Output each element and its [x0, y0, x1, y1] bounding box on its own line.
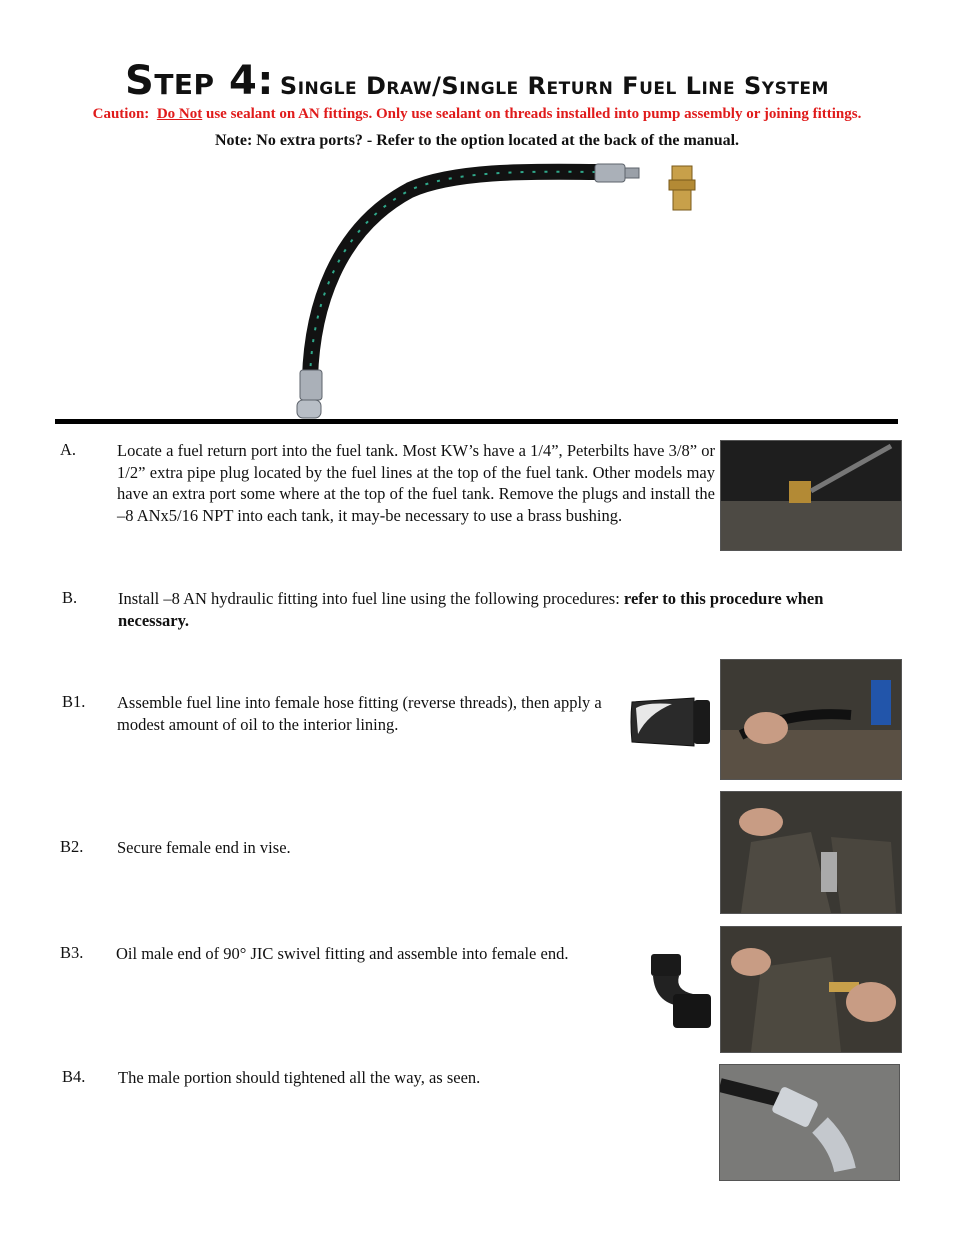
- title-step: Step 4:: [125, 58, 274, 104]
- photo-tightened-fitting: [719, 1064, 900, 1181]
- female-hose-fitting-icon: [628, 694, 714, 750]
- step-b2-text: Secure female end in vise.: [117, 838, 291, 857]
- photo-assemble-hose: [720, 659, 902, 780]
- page-title: [0, 58, 954, 104]
- hose-illustration: [290, 160, 730, 422]
- swivel-fitting-icon: [645, 950, 715, 1032]
- step-a-text: Locate a fuel return port into the fuel tank. Most KW’s have a 1/4”, Peterbilts have 3/8” or 1/2” extra pipe plug located by the fuel lines at the top of the fuel tank. Other models may have an extra port some where at the top of the fuel tank. Remove the plugs and install the –8 ANx5/16 NPT into each tank, it may-be necessary to use a brass bushing.: [117, 441, 715, 525]
- step-b1-letter: B1.: [62, 692, 86, 711]
- divider: [55, 419, 898, 424]
- photo-vise: [720, 791, 902, 914]
- step-b-letter: B.: [62, 588, 78, 607]
- caution-label: Caution:: [92, 106, 150, 122]
- step-b-body: [118, 588, 888, 631]
- caution-line: [0, 106, 954, 123]
- step-b1-text: Assemble fuel line into female hose fitting (reverse threads), then apply a modest amount of oil to the interior lining.: [117, 693, 602, 734]
- step-b2-letter: B2.: [60, 837, 84, 856]
- step-a-letter: A.: [60, 440, 77, 459]
- step-b-bold: refer to this procedure when necessary.: [118, 589, 824, 630]
- step-b-text: Install –8 AN hydraulic fitting into fuel line using the following procedures:: [118, 589, 624, 608]
- brass-fitting: [669, 166, 695, 210]
- caution-emphasis: Do Not: [156, 106, 203, 122]
- photo-swivel-assembly: [720, 926, 902, 1053]
- caution-text: use sealant on AN fittings. Only use sealant on threads installed into pump assembly or joining fittings.: [205, 106, 862, 122]
- photo-fuel-tank-port: [720, 440, 902, 551]
- note-line: Note: No extra ports? - Refer to the option located at the back of the manual.: [214, 132, 740, 149]
- step-b3-letter: B3.: [60, 943, 84, 962]
- step-b4-letter: B4.: [62, 1067, 86, 1086]
- title-subtitle: Single Draw/Single Return Fuel Line System: [279, 72, 829, 100]
- step-b4-text: The male portion should tightened all the way, as seen.: [118, 1068, 481, 1087]
- step-b3-text: Oil male end of 90° JIC swivel fitting and assemble into female end.: [116, 944, 569, 963]
